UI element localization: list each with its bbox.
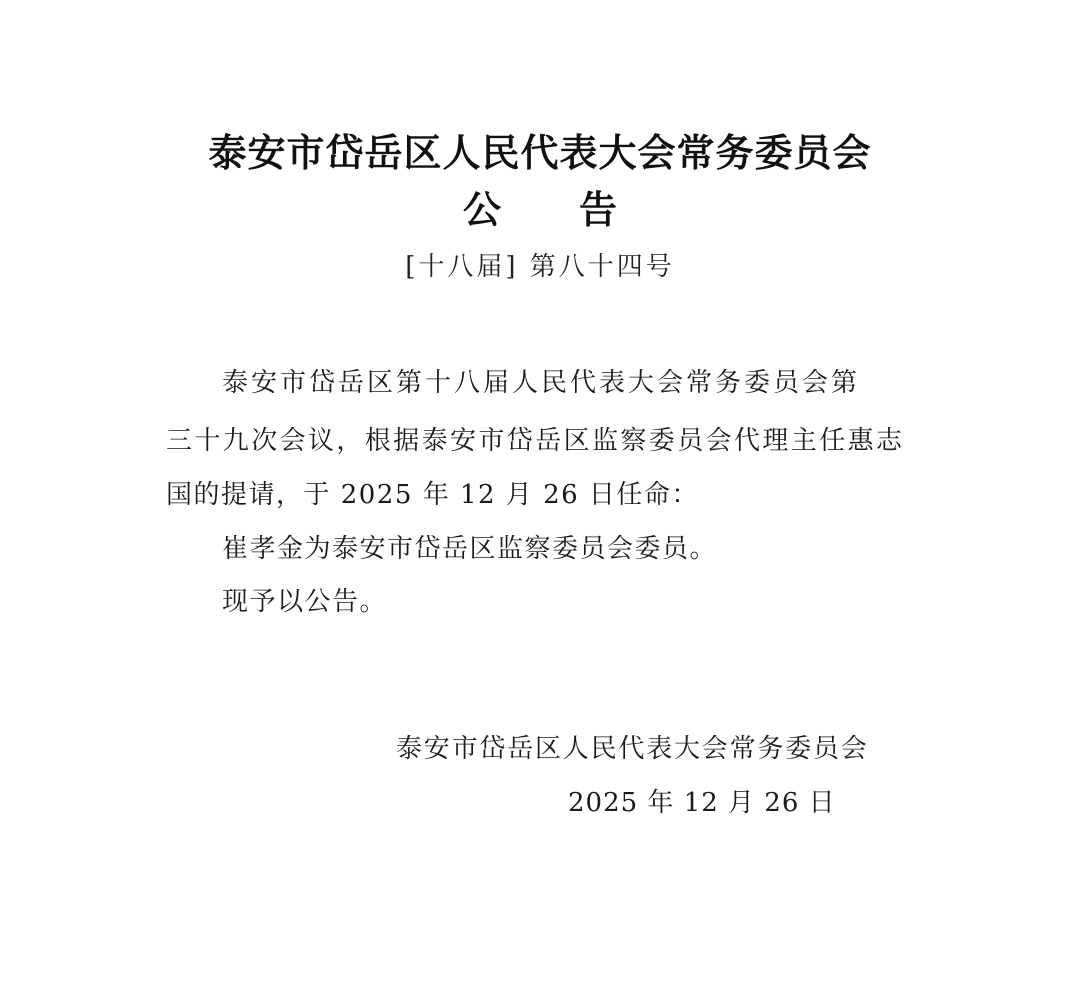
document-number: [十八届] 第八十四号: [405, 252, 675, 282]
body-line-4: 崔孝金为泰安市岱岳区监察委员会委员。: [222, 534, 718, 564]
body-line-1: 泰安市岱岳区第十八届人民代表大会常务委员会第: [222, 368, 861, 398]
subtitle-char-gao: 告: [579, 188, 618, 232]
subtitle-char-gong: 公: [462, 188, 501, 232]
body-line-5: 现予以公告。: [222, 587, 388, 617]
body-line-2: 三十九次会议，根据泰安市岱岳区监察委员会代理主任惠志: [166, 426, 905, 456]
body-line-3: 国的提请，于 2025 年 12 月 26 日任命：: [166, 480, 699, 510]
signature-organization: 泰安市岱岳区人民代表大会常务委员会: [396, 734, 869, 764]
signature-date: 2025 年 12 月 26 日: [568, 788, 836, 818]
document-subtitle: [0, 187, 1080, 233]
document-title: 泰安市岱岳区人民代表大会常务委员会: [208, 131, 872, 175]
